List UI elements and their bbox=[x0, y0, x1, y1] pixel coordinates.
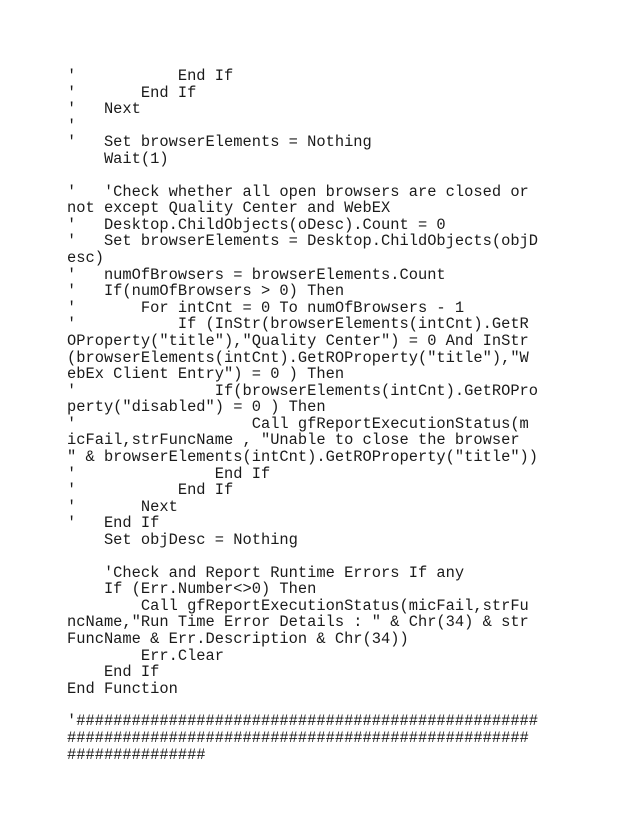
code-line: ' If(numOfBrowsers > 0) Then bbox=[67, 282, 345, 301]
code-line: End Function bbox=[67, 679, 178, 698]
code-line: ' If(browserElements(intCnt).GetROPro bbox=[67, 381, 539, 400]
code-line: esc) bbox=[67, 248, 104, 267]
code-page bbox=[67, 68, 577, 763]
blank-line bbox=[67, 168, 577, 184]
code-line: ' bbox=[67, 116, 77, 135]
code-line: FuncName & Err.Description & Chr(34)) bbox=[67, 630, 409, 648]
separator-line: ############### bbox=[67, 745, 206, 764]
blank-line bbox=[67, 549, 577, 565]
code-line: OProperty("title"),"Quality Center") = 0 And InStr bbox=[67, 331, 529, 350]
code-line: Call gfReportExecutionStatus(micFail,strFu bbox=[67, 596, 529, 615]
code-line: End If bbox=[67, 663, 160, 682]
code-line: ' Next bbox=[67, 100, 141, 119]
code-line: If (Err.Number<>0) Then bbox=[67, 580, 317, 599]
blank-line bbox=[67, 697, 577, 713]
code-block-browser-loop-end bbox=[67, 68, 577, 168]
code-line: Err.Clear bbox=[67, 646, 225, 665]
code-block-separator bbox=[67, 713, 577, 763]
code-line: (browserElements(intCnt).GetROProperty("title"),"W bbox=[67, 348, 529, 367]
code-line: ebEx Client Entry") = 0 ) Then bbox=[67, 365, 345, 384]
code-line: ' End If bbox=[67, 464, 271, 483]
code-line: ' End If bbox=[67, 67, 234, 85]
code-line: ' If (InStr(browserElements(intCnt).GetR bbox=[67, 315, 529, 334]
code-line: perty("disabled") = 0 ) Then bbox=[67, 398, 326, 417]
code-line: ' numOfBrowsers = browserElements.Count bbox=[67, 265, 446, 284]
code-line: ' Desktop.ChildObjects(oDesc).Count = 0 bbox=[67, 215, 446, 234]
code-line: ' For intCnt = 0 To numOfBrowsers - 1 bbox=[67, 298, 465, 317]
code-line: 'Check and Report Runtime Errors If any bbox=[67, 563, 465, 582]
code-line: ' End If bbox=[67, 83, 197, 102]
code-line: not except Quality Center and WebEX bbox=[67, 199, 391, 218]
code-line: ' Set browserElements = Desktop.ChildObjects(objD bbox=[67, 232, 539, 251]
separator-line: '################################################## bbox=[67, 712, 539, 731]
code-line: ' Call gfReportExecutionStatus(m bbox=[67, 414, 529, 433]
code-line: ' End If bbox=[67, 481, 234, 500]
separator-line: ################################################## bbox=[67, 728, 529, 747]
code-line: ' Set browserElements = Nothing bbox=[67, 133, 372, 152]
code-line: ' End If bbox=[67, 514, 160, 533]
code-line: ' Next bbox=[67, 497, 178, 516]
code-line: Set objDesc = Nothing bbox=[67, 531, 298, 550]
code-line: ' 'Check whether all open browsers are closed or bbox=[67, 182, 529, 201]
code-line: ncName,"Run Time Error Details : " & Chr(34) & str bbox=[67, 613, 529, 632]
code-line: icFail,strFuncName , "Unable to close the browser bbox=[67, 431, 520, 450]
code-line: Wait(1) bbox=[67, 149, 169, 168]
code-block-browser-check bbox=[67, 184, 577, 549]
code-line: " & browserElements(intCnt).GetROProperty("title")) bbox=[67, 448, 539, 467]
code-block-error-check bbox=[67, 565, 577, 698]
